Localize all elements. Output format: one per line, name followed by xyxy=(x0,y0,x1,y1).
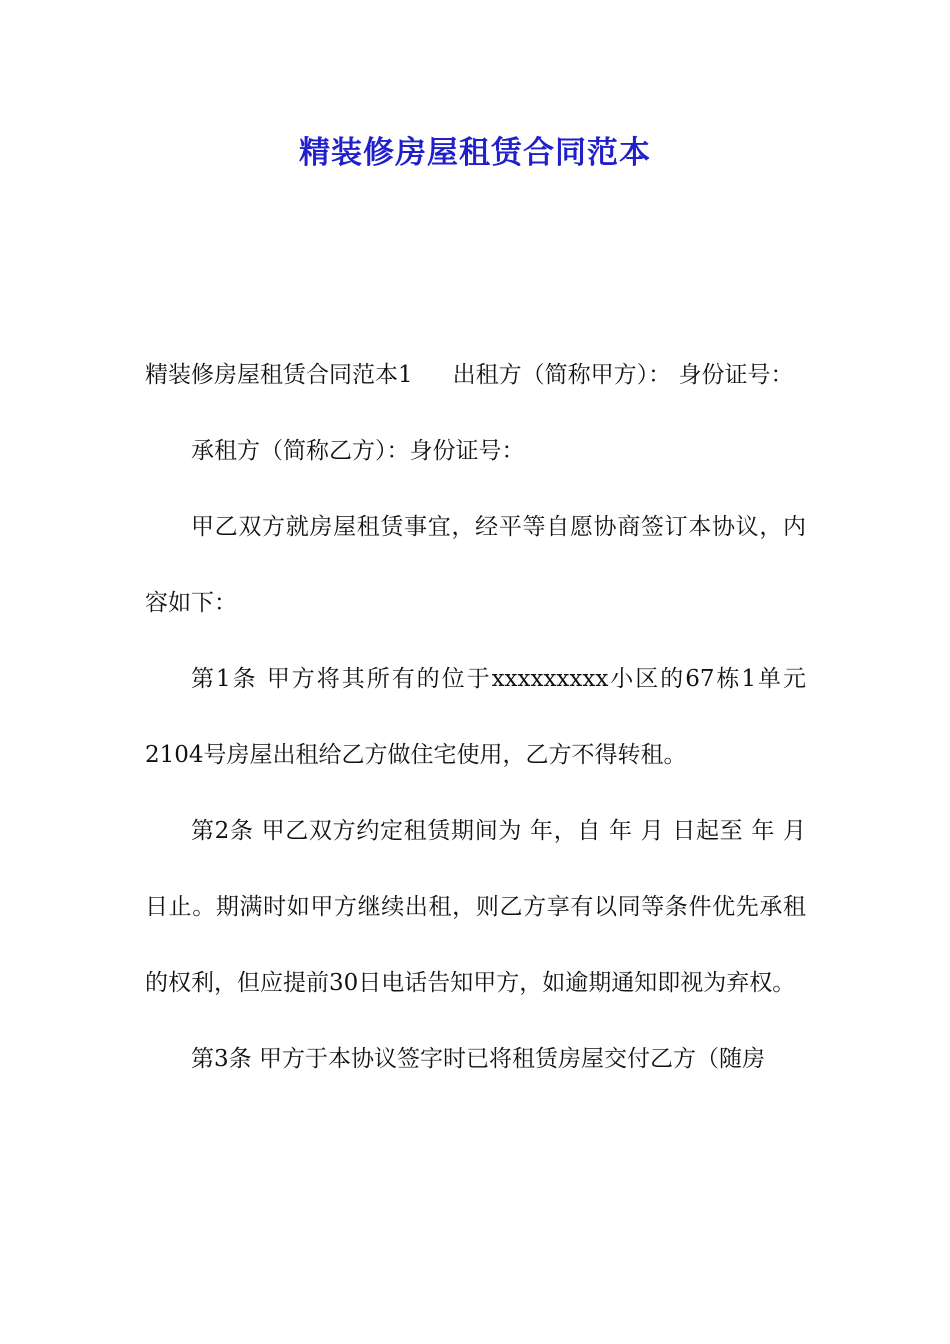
lessor-line: 出租方（简称甲方）： 身份证号： xyxy=(452,362,794,388)
paragraph-lessee: 承租方（简称乙方）：身份证号： xyxy=(191,438,525,464)
paragraph-article-2: 第2条 甲乙双方约定租赁期间为 年，自 年 月 日起至 年 月 日止。期满时如甲方继续出租，则乙方享有以同等条件优先承租的权利，但应提前30日电话告知甲方，如逾期通知即视为弃权。 xyxy=(145,818,806,996)
paragraph-preamble: 甲乙双方就房屋租赁事宜，经平等自愿协商签订本协议，内容如下： xyxy=(145,514,806,616)
document-body xyxy=(145,337,806,1097)
contract-heading: 精装修房屋租赁合同范本1 xyxy=(145,362,413,388)
paragraph-opening xyxy=(145,337,806,413)
paragraph-article-1: 第1条 甲方将其所有的位于xxxxxxxxx小区的67栋1单元2104号房屋出租给乙方做住宅使用，乙方不得转租。 xyxy=(145,666,806,768)
document-title: 精装修房屋租赁合同范本 xyxy=(299,135,651,171)
paragraph-article-3: 第3条 甲方于本协议签字时已将租赁房屋交付乙方（随房 xyxy=(191,1046,765,1072)
